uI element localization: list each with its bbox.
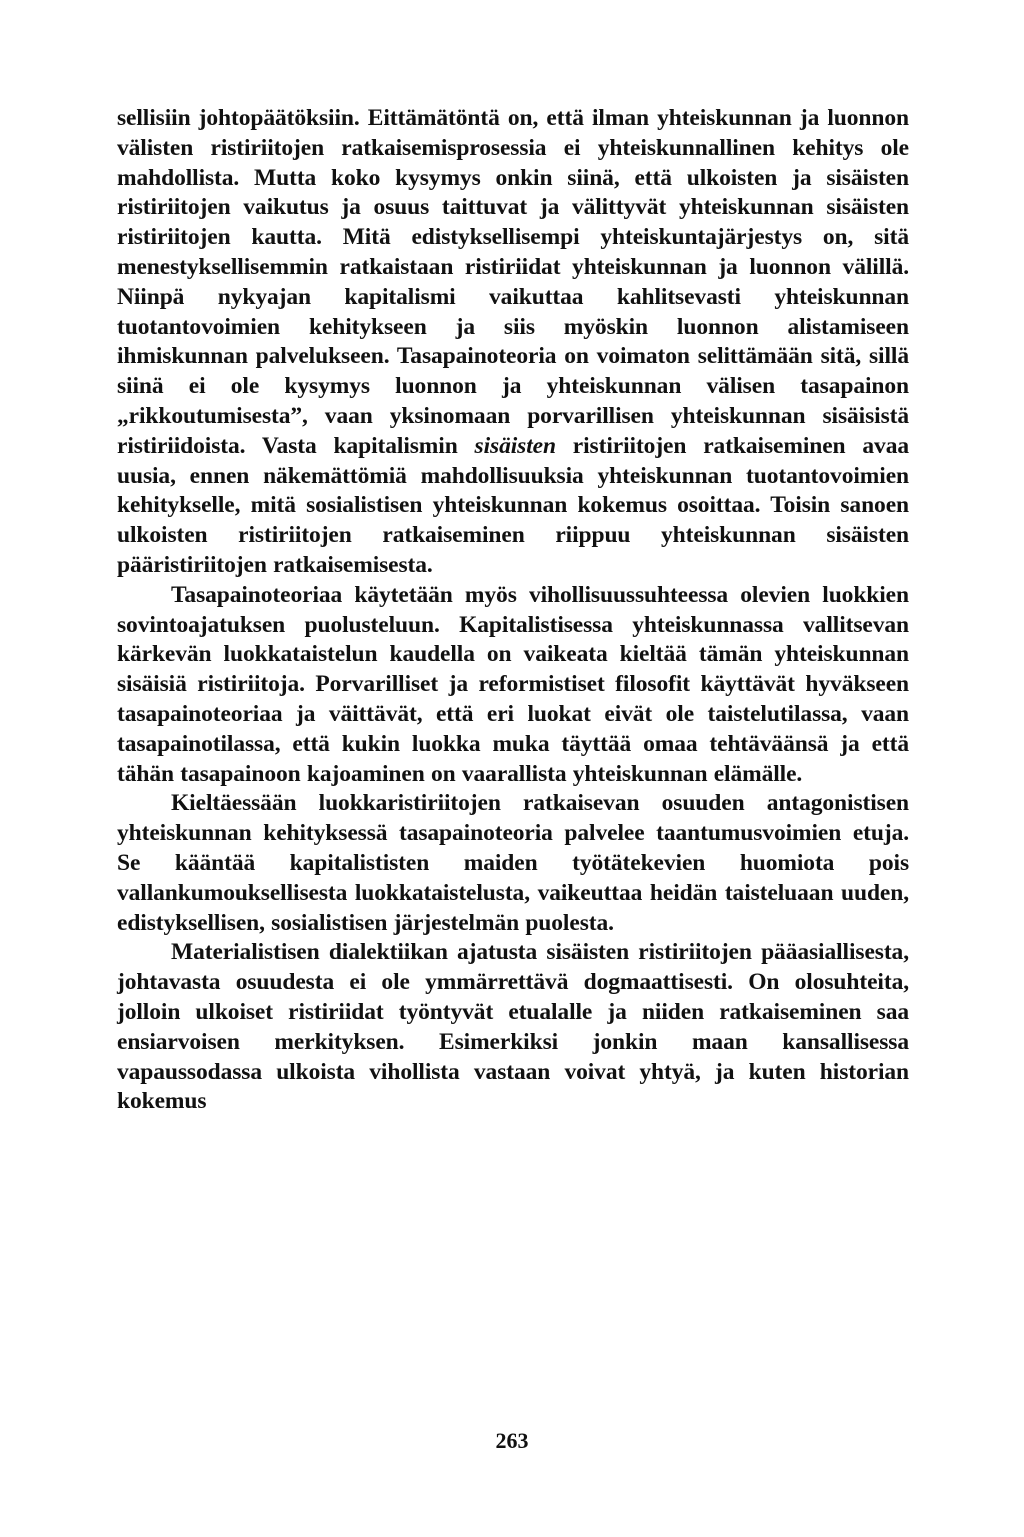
paragraph-4-text: Materialistisen dialektiikan ajatusta sisäisten ristiriitojen pääasiallisesta, johtavasta osuudesta ei ole ymmärrettävä dogmaattisesti. On olosuhteita, jolloin ulkoiset ristiriidat työntyvät etualalle ja niiden ratkaiseminen saa ensiarvoisen merkityksen. Esimerkiksi jonkin maan kansallisessa vapaussodassa ulkoista vihollista vastaan voivat yhtyä, ja kuten historian kokemus <box>117 939 909 1115</box>
paragraph-1-italic-word: sisäisten <box>474 432 556 459</box>
paragraph-1 <box>117 104 909 581</box>
paragraph-2 <box>117 581 909 790</box>
paragraph-1-text-b: ristiriitojen ratkaiseminen avaa uusia, ennen näkemättömiä mahdollisuuksia yhteiskunnan tuotantovoimien kehitykselle, mitä sosialistisen yhteiskunnan kokemus osoittaa. Toisin sanoen ulkoisten ristiriitojen ratkaiseminen riippuu yhteiskunnan sisäisten pääristiriitojen ratkaisemisesta. <box>117 432 909 578</box>
paragraph-4 <box>117 938 909 1117</box>
body-text <box>117 104 909 1117</box>
paragraph-2-text: Tasapainoteoriaa käytetään myös vihollisuussuhteessa olevien luokkien sovintoajatuksen puolusteluun. Kapitalistisessa yhteiskunnassa vallitsevan kärkevän luokkataistelun kaudella on vaikeata kieltää tämän yhteiskunnan sisäisiä ristiriitoja. Porvarilliset ja reformistiset filosofit käyttävät hyväkseen tasapainoteoriaa ja väittävät, että eri luokat eivät ole taistelutilassa, vaan tasapainotilassa, että kukin luokka muka täyttää omaa tehtäväänsä ja että tähän tasapainoon kajoaminen on vaarallista yhteiskunnan elämälle. <box>117 581 909 787</box>
paragraph-1-text-a: sellisiin johtopäätöksiin. Eittämätöntä on, että ilman yhteiskunnan ja luonnon välisten ristiriitojen ratkaisemisprosessia ei yhteiskunnallinen kehitys ole mahdollista. Mutta koko kysymys onkin siinä, että ulkoisten ja sisäisten ristiriitojen vaikutus ja osuus taittuvat ja välittyvät yhteiskunnan sisäisten ristiriitojen kautta. Mitä edistyksellisempi yhteiskuntajärjestys on, sitä menestyksellisemmin ratkaistaan ristiriidat yhteiskunnan ja luonnon välillä. Niinpä nykyajan kapitalismi vaikuttaa kahlitsevasti yhteiskunnan tuotantovoimien kehitykseen ja siis myöskin luonnon alistamiseen ihmiskunnan palvelukseen. Tasapainoteoria on voimaton selittämään sitä, sillä siinä ei ole kysymys luonnon ja yhteiskunnan välisen tasapainon „rikkoutumisesta”, vaan yksinomaan porvarillisen yhteiskunnan sisäisistä ristiriidoista. Vasta kapitalismin <box>117 105 909 459</box>
page-number: 263 <box>495 1428 529 1453</box>
paragraph-3 <box>117 789 909 938</box>
paragraph-3-text: Kieltäessään luokkaristiriitojen ratkaisevan osuuden antagonistisen yhteiskunnan kehityksessä tasapainoteoria palvelee taantumusvoimien etuja. Se kääntää kapitalististen maiden työtätekevien huomiota pois vallankumouksellisesta luokkataistelusta, vaikeuttaa heidän taisteluaan uuden, edistyksellisen, sosialistisen järjestelmän puolesta. <box>117 790 909 936</box>
